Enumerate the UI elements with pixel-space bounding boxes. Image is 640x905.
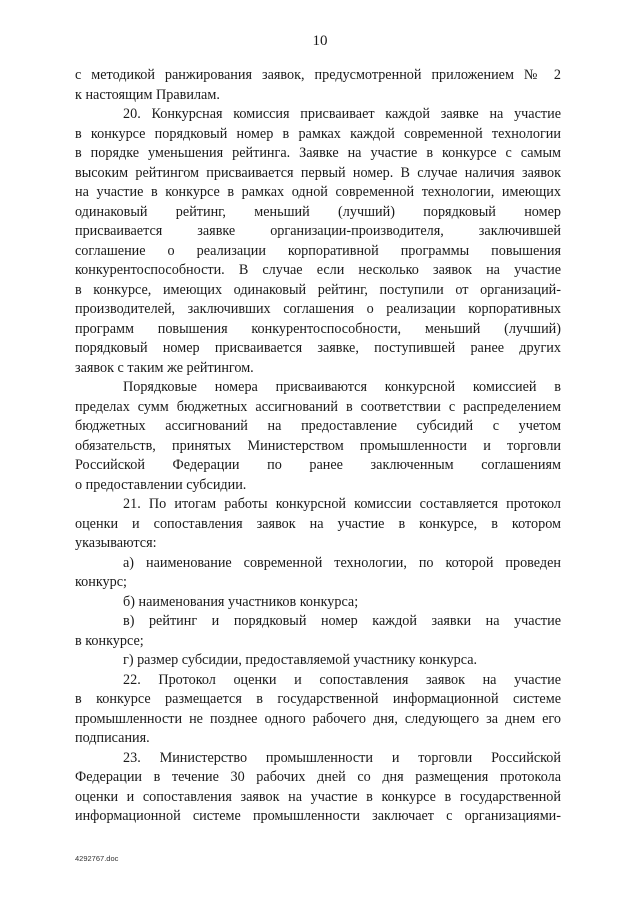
text-line: подписания. <box>75 730 150 746</box>
paragraph <box>75 554 561 593</box>
text-line: в) рейтинг и порядковый номер каждой заявки на участие <box>123 613 561 629</box>
body-text <box>75 66 561 827</box>
text-line: 20. Конкурсная комиссия присваивает каждой заявке на участие <box>123 106 561 122</box>
text-line: конкурентоспособности. В случае если несколько заявок на участие <box>75 262 561 278</box>
text-line: промышленности не позднее одного рабочего дня, следующего за днем его <box>75 710 561 727</box>
text-line: в конкурсе порядковый номер в рамках каждой современной технологии <box>75 125 561 142</box>
text-line: а) наименование современной технологии, по которой проведен <box>123 554 561 571</box>
paragraph <box>75 651 561 671</box>
text-line: оценки и сопоставления заявок на участие в конкурсе, в котором <box>75 515 561 532</box>
text-line: информационной системе промышленности заключает с организациями- <box>75 808 561 824</box>
paragraph <box>75 593 561 613</box>
page-number: 10 <box>312 33 328 49</box>
text-line: пределах сумм бюджетных ассигнований в соответствии с распределением <box>75 398 561 415</box>
text-line: программ повышения конкурентоспособности, меньший (лучший) <box>75 320 561 337</box>
text-line: производителей, заключивших соглашения о реализации корпоративных <box>75 301 561 317</box>
text-line: заявок с таким же рейтингом. <box>75 359 254 376</box>
text-line: с методикой ранжирования заявок, предусмотренной приложением № 2 <box>75 67 561 83</box>
text-line: высоким рейтингом присваивается первый номер. В случае наличия заявок <box>75 164 561 181</box>
text-line: на участие в конкурсе в рамках одной современной технологии, имеющих <box>75 184 561 200</box>
text-line: соглашение о реализации корпоративной программы повышения <box>75 242 561 259</box>
text-line: Российской Федерации по ранее заключенным соглашениям <box>75 457 561 473</box>
paragraph <box>75 378 561 495</box>
text-line: Федерации в течение 30 рабочих дней со дня размещения протокола <box>75 769 561 785</box>
paragraph <box>75 749 561 827</box>
text-line: в конкурсе; <box>75 632 144 649</box>
text-line: в конкурсе размещается в государственной информационной системе <box>75 691 561 707</box>
text-line: 23. Министерство промышленности и торговли Российской <box>123 749 561 766</box>
paragraph <box>75 105 561 378</box>
text-line: 22. Протокол оценки и сопоставления заявок на участие <box>123 671 561 688</box>
text-line: одинаковый рейтинг, меньший (лучший) порядковый номер <box>75 203 561 220</box>
text-line: присваивается заявке организации-производителя, заключившей <box>75 223 561 239</box>
text-line: в конкурсе, имеющих одинаковый рейтинг, поступили от организаций- <box>75 281 561 298</box>
paragraph <box>75 671 561 749</box>
text-line: оценки и сопоставления заявок на участие в конкурсе в государственной <box>75 788 561 805</box>
document-file-reference: 4292767.doc <box>75 854 119 863</box>
paragraph <box>75 495 561 554</box>
text-line: к настоящим Правилам. <box>75 86 220 103</box>
text-line: указываются: <box>75 535 157 551</box>
text-line: бюджетных ассигнований на предоставление субсидий с учетом <box>75 418 561 434</box>
text-line: Порядковые номера присваиваются конкурсной комиссией в <box>123 379 561 395</box>
paragraph <box>75 66 561 105</box>
paragraph <box>75 612 561 651</box>
text-line: порядковый номер присваивается заявке, поступившей ранее других <box>75 340 561 356</box>
text-line: конкурс; <box>75 574 127 590</box>
text-line: б) наименования участников конкурса; <box>123 593 359 610</box>
text-line: г) размер субсидии, предоставляемой участнику конкурса. <box>123 652 478 668</box>
text-line: 21. По итогам работы конкурсной комиссии составляется протокол <box>123 496 561 512</box>
text-line: в порядке уменьшения рейтинга. Заявке на участие в конкурсе с самым <box>75 145 561 161</box>
text-line: о предоставлении субсидии. <box>75 476 247 493</box>
text-line: обязательств, принятых Министерством промышленности и торговли <box>75 437 561 454</box>
